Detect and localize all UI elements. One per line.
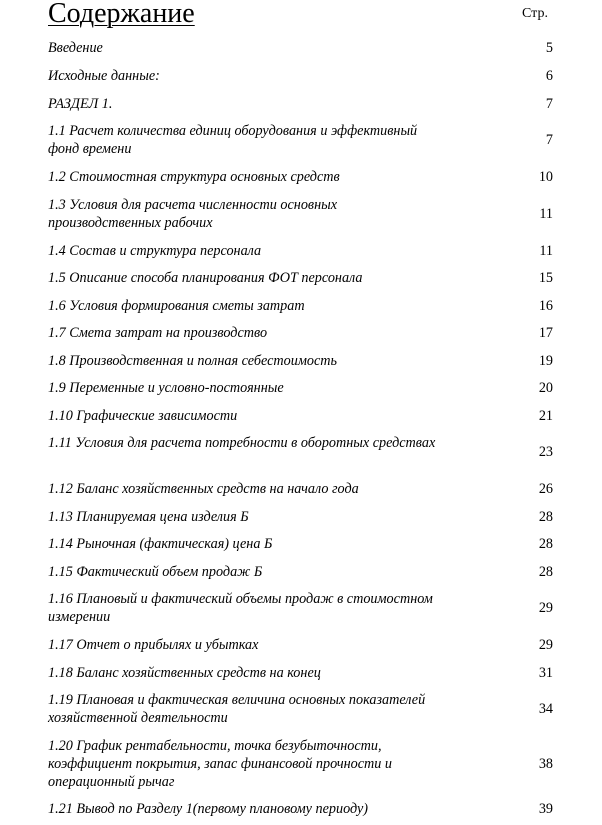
toc-entry-title: 1.5 Описание способа планирования ФОТ персонала xyxy=(48,270,363,286)
toc-entry-page: 11 xyxy=(539,206,553,222)
toc-entry-title: 1.7 Смета затрат на производство xyxy=(48,325,268,341)
toc-entry-page: 29 xyxy=(538,637,553,653)
toc-entry-page: 10 xyxy=(538,169,553,185)
toc-entry-title: Введение xyxy=(48,40,103,56)
toc-entry-page: 34 xyxy=(538,701,553,717)
toc-entry-title: 1.19 Плановая и фактическая величина основных показателей хозяйственной деятельности xyxy=(48,692,426,726)
toc-entry-title: РАЗДЕЛ 1. xyxy=(48,96,113,112)
toc-entry-title: 1.17 Отчет о прибылях и убытках xyxy=(48,637,259,653)
toc-entry-page: 26 xyxy=(538,481,553,497)
toc-entry-page: 29 xyxy=(538,600,553,616)
toc-entry-title: 1.20 График рентабельности, точка безубыточности, коэффициент покрытия, запас финансовой прочности и операционный рычаг xyxy=(48,738,393,790)
toc-entry-page: 31 xyxy=(538,665,553,681)
toc-entry-title: 1.15 Фактический объем продаж Б xyxy=(48,564,263,580)
toc-entry-title: 1.1 Расчет количества единиц оборудования и эффективный фонд времени xyxy=(48,123,418,157)
toc-entry-title: 1.14 Рыночная (фактическая) цена Б xyxy=(48,536,273,552)
toc-entry-title: 1.8 Производственная и полная себестоимость xyxy=(48,353,337,369)
page-title: Содержание xyxy=(48,0,195,29)
toc-entry-title: 1.2 Стоимостная структура основных средств xyxy=(48,169,340,185)
toc-entry-page: 15 xyxy=(538,270,553,286)
toc-entry-title: 1.18 Баланс хозяйственных средств на конец xyxy=(48,665,321,681)
toc-entry-page: 38 xyxy=(538,756,553,772)
toc-entry-title: 1.21 Вывод по Разделу 1(первому плановому периоду) xyxy=(48,801,369,817)
toc-entry-page: 11 xyxy=(539,243,553,259)
page-number-column-header: Стр. xyxy=(522,6,548,21)
toc-entry-title: 1.9 Переменные и условно-постоянные xyxy=(48,380,284,396)
toc-entry-page: 20 xyxy=(538,380,553,396)
toc-entry-title: 1.3 Условия для расчета численности основных производственных рабочих xyxy=(48,197,338,231)
toc-entry-page: 23 xyxy=(538,444,553,460)
toc-entry-page: 28 xyxy=(538,509,553,525)
toc-entry-title: 1.4 Состав и структура персонала xyxy=(48,243,262,259)
toc-entry-page: 28 xyxy=(538,564,553,580)
toc-entry-page: 21 xyxy=(538,408,553,424)
toc-entry-page: 28 xyxy=(538,536,553,552)
toc-entry-page: 19 xyxy=(538,353,553,369)
toc-entry-page: 16 xyxy=(538,298,553,314)
table-of-contents xyxy=(48,0,568,825)
toc-entry-title: 1.6 Условия формирования сметы затрат xyxy=(48,298,305,314)
toc-entry-title: 1.10 Графические зависимости xyxy=(48,408,238,424)
toc-entry-page: 39 xyxy=(538,801,553,817)
toc-entry-title: 1.12 Баланс хозяйственных средств на начало года xyxy=(48,481,359,497)
toc-entry-page: 7 xyxy=(545,132,553,148)
toc-entry-page: 17 xyxy=(538,325,553,341)
toc-entry-page: 6 xyxy=(545,68,553,84)
toc-entry-title: 1.13 Планируемая цена изделия Б xyxy=(48,509,249,525)
toc-entry-title: Исходные данные: xyxy=(48,68,160,84)
toc-entry-page: 5 xyxy=(545,40,553,56)
toc-entry-title: 1.16 Плановый и фактический объемы продаж в стоимостном измерении xyxy=(48,591,433,625)
toc-entry-page: 7 xyxy=(545,96,553,112)
toc-entry-title: 1.11 Условия для расчета потребности в оборотных средствах xyxy=(48,435,436,451)
